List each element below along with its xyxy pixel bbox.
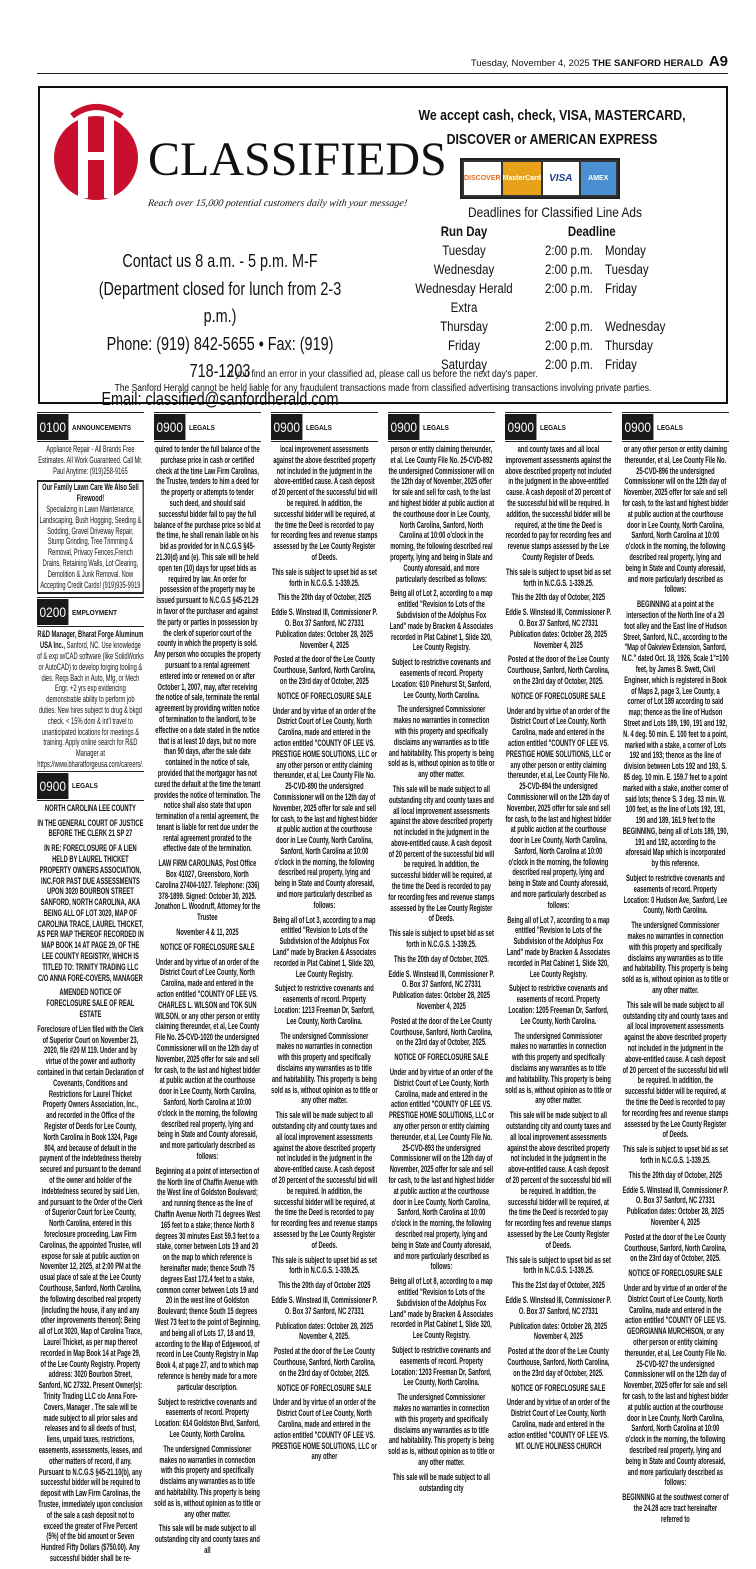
legal-paragraph: BEGINNING at the southwest corner of the 24.28 acre tract hereinafter referred to xyxy=(622,1492,729,1525)
masthead xyxy=(37,52,728,74)
legal-paragraph: This sale is subject to upset bid as set forth in N.C.G.S. 1-339.25. xyxy=(271,566,377,589)
classifieds-header-box xyxy=(38,86,728,409)
legal-paragraph: NOTICE OF FORECLOSURE SALE xyxy=(277,690,372,702)
section-code: 0900 xyxy=(388,414,420,440)
run-day-header: Run Day xyxy=(440,224,488,239)
section-code: 0900 xyxy=(37,773,69,799)
deadline-day: Tuesday xyxy=(605,262,649,277)
legal-notice xyxy=(154,442,261,1557)
legal-paragraph: Eddie S. Winstead III, Commissioner P. O. Box 37 Sanford, NC 27331 xyxy=(271,1294,378,1317)
legal-paragraph: NORTH CAROLINA LEE COUNTY xyxy=(44,802,136,814)
deadline-day: Friday xyxy=(605,281,637,296)
deadline-time: 2:00 p.m. xyxy=(545,357,593,372)
legal-paragraph: Under and by virtue of an order of the District Court of Lee County, North Carolina, made and entered in the action entitled "COUNTY OF LEE VS. GEORGIANNA MURCHISON, or any other person or entity claiming thereunder, et al, Lee County File No. 25-CVD-927 the undersigned Commissioner will on the 12th day of November, 2025 offer for sale and sell for cash, to the last and highest bidder at public auction at the courthouse door in Lee County, North Carolina, Sanford, North Carolina at 10:00 o'clock in the morning, the following described real property, lying and being in State and County aforesaid, and more particularly described as follows: xyxy=(622,1282,729,1489)
legal-paragraph: Under and by virtue of an order of the District Court of Lee County, North Carolina, made and entered in the action entitled "COUNTY OF LEE VS. PRESTIGE HOME SOLUTIONS, LLC or any other person or entity claiming thereunder, et al, Lee County File No. 25-CVD-890 the undersigned Commissioner will on the 12th day of November, 2025 offer for sale and sell for cash, to the last and highest bidder at public auction at the courthouse door in Lee County, North Carolina, Sanford, North Carolina at 10:00 o'clock in the morning, the following described real property, lying and being in State and County aforesaid, and more particularly described as follows: xyxy=(271,705,378,911)
legal-paragraph: local improvement assessments against the above described property not included in the judgment in the above-entitled cause. A cash deposit of 20 percent of the successful bid will be required. In addition, the successful bidder will be required, at the time the Deed is recorded to pay for recording fees and revenue stamps assessed by the Lee County Register of Deeds. xyxy=(271,444,378,563)
lawn-care-title: Our Family Lawn Care We Also Sell Firewood! xyxy=(42,482,139,505)
section-header-legals xyxy=(154,412,261,442)
payment-line-2: DISCOVER or AMERICAN EXPRESS xyxy=(446,131,658,148)
deadline-row xyxy=(395,279,715,317)
deadlines-header-row xyxy=(395,222,715,241)
legal-paragraph: Under and by virtue of an order of the District Court of Lee County, North Carolina, made and entered in the action entitled "COUNTY OF LEE VS. PRESTIGE HOME SOLUTIONS, LLC or any other person or entity claiming thereunder, et al, Lee County File No. 25-CVD-893 the undersigned Commissioner will on the 12th day of November, 2025 offer for sale and sell for cash, to the last and highest bidder at public auction at the courthouse door in Lee County, North Carolina, Sanford, North Carolina at 10:00 o'clock in the morning, the following described real property, lying and being in State and County aforesaid, and more particularly described as follows: xyxy=(388,1067,495,1273)
disclaimer xyxy=(91,368,674,396)
legal-paragraph: This sale is subject to upset bid as set forth in N.C.G.S. 1-339.25. xyxy=(271,1254,377,1277)
legal-paragraph: NOTICE OF FORECLOSURE SALE xyxy=(277,1382,372,1394)
legal-paragraph: NOTICE OF FORECLOSURE SALE xyxy=(394,1052,489,1064)
deadline-row xyxy=(395,241,715,260)
legal-paragraph: Publication dates: October 28, 2025 November 4, 2025 xyxy=(509,1320,608,1343)
section-header-legals xyxy=(37,771,144,801)
section-header-announcements xyxy=(37,412,144,442)
column-3 xyxy=(271,412,378,1467)
legal-paragraph: AMENDED NOTICE OF FORECLOSURE SALE OF REAL ESTATE xyxy=(46,987,135,1021)
tagline: Reach over 15,000 potential customers daily with your message! xyxy=(147,198,408,209)
legal-paragraph: Subject to restrictive covenants and easements of record. Property Location: 1205 Freeman Dr, Sanford, Lee County, North Carolina. xyxy=(508,983,609,1027)
legal-paragraph: Eddie S. Winstead III, Commissioner P. O. Box 37 Sanford, NC 27331 Publication dates: October 28, 2025 November 4, 2025 xyxy=(505,607,612,651)
contact-email: Email: classified@sanfordherald.com xyxy=(101,388,339,409)
legal-paragraph: Under and by virtue of an order of the District Court of Lee County, North Carolina, made and entered in the action entitled "COUNTY OF LEE VS. CHARLES L. WILSON and TOK SUN WILSON, or any other person or entity claiming thereunder, et al, Lee County File No. 25-CVD-1020 the undersigned Commissioner will on the 12th day of November, 2025 offer for sale and sell for cash, to the last and highest bidder at public auction at the courthouse door in Lee County, North Carolina, Sanford, North Carolina at 10:00 o'clock in the morning, the following described real property, lying and being in State and County aforesaid, and more particularly described as follows: xyxy=(154,956,261,1162)
deadline-row xyxy=(395,260,715,279)
legal-paragraph: Posted at the door of the Lee County Courthouse, Sanford, North Carolina, on the 23rd day of October, 2025. xyxy=(507,1346,610,1379)
section-code: 0200 xyxy=(37,599,69,625)
amex-card-icon: AMEX xyxy=(581,162,616,195)
legal-paragraph: This the 20th day of October, 2025. xyxy=(393,953,489,965)
section-title: LEGALS xyxy=(423,422,450,432)
run-day: Saturday xyxy=(441,357,487,372)
legal-paragraph: IN RE: FORECLOSURE OF A LIEN HELD BY LAUREL THICKET PROPERTY OWNERS ASSOCIATION, INC.FOR PAST DUE ASSESSMENTS UPON 3020 BOURBON STREET SANFORD, NORTH CAROLINA, AKA BEING ALL OF LOT 3020, MAP OF CAROLINA TRACE, LAUREL THICKET, AS PER MAP THEREOF RECORDED IN MAP BOOK 14 AT PAGE 29, OF THE LEE COUNTY REGISTRY, WHICH IS TITLED TO: TRINITY TRADING LLC C/O ANNA FORE-COVERS, MANAGER xyxy=(37,843,144,984)
deadline-time: 2:00 p.m. xyxy=(545,281,593,296)
deadline-time: 2:00 p.m. xyxy=(545,243,593,258)
legal-paragraph: This sale is subject to upset bid as set forth in N.C.G.S. 1-339.25. xyxy=(622,1144,728,1166)
section-code: 0900 xyxy=(271,414,303,440)
job-body: Sanford, NC. Use knowledge of & exp w/CAD software (like SolidWorks or AutoCAD) to develop forging tooling & dies. Reqs Bach in Auto, Mfg, or Mech Engr. +2 yrs exp evidencing demonstrable ability to perform job duties. New hires subject to drug & bkgd check. < 15% dom & int'l travel to unanticipated locations for meetings & training. Apply online search for R&D Manager at xyxy=(37,640,144,760)
deadline-day: Monday xyxy=(605,243,646,258)
column-2 xyxy=(154,412,261,1561)
legal-paragraph: Beginning at a point of intersection of the North line of Chaffin Avenue with the West line of Goldston Boulevard; and running thence as the line of Chaffin Avenue North 71 degrees West 165 feet to a stake; thence North 8 degrees 30 minutes East 59.3 feet to a stake, corner between Lots 19 and 20 on the map to which reference is hereinafter made; thence South 75 degrees East 172.4 feet to a stake, common corner between Lots 19 and 20 in the west line of Goldston Boulevard; thence South 15 degrees West 73 feet to the point of Beginning, and being all of Lots 17, 18 and 19, according to the Map of Edgewood, of record in Lee County Registry in Map Book 4, at page 27, and to which map reference is hereby made for a more particular description. xyxy=(154,1165,261,1393)
section-title: ANNOUNCEMENTS xyxy=(72,422,132,432)
legal-paragraph: The undersigned Commissioner makes no warranties in connection with this property and specifically disclaims any warranties as to title and habitability. This property is being sold as is, without opinion as to title or any other matter. xyxy=(388,1392,495,1468)
deadlines-title: Deadlines for Classified Line Ads xyxy=(468,204,642,220)
job-title: R&D Manager, Bharat Forge Aluminum USA Inc., xyxy=(37,629,144,652)
legal-paragraph: Foreclosure of Lien filed with the Clerk of Superior Court on November 23, 2020, file #20 M 119. Under and by virtue of the power and authority contained in that certain Declaration of Covenants, Conditions and Restrictions for Laurel Thicket Property Owners Association, Inc., and recorded in the Office of the Register of Deeds for Lee County, North Carolina in Book 1324, Page 804, and because of default in the payment of the indebtedness thereby secured and pursuant to the demand of the owner and holder of the indebtedness secured by said Lien, and pursuant to the Order of the Clerk of Superior Court for Lee County, North Carolina, entered in this foreclosure proceeding, Law Firm Carolinas, the appointed Trustee, will expose for sale at public auction on November 12, 2025, at 2:00 PM at the usual place of sale at the Lee County Courthouse, Sanford, North Carolina, the following described real property (including the house, if any and any other improvements thereon): Being all of Lot 3020, Map of Carolina Trace, Laurel Thicket, as per map thereof recorded in Map Book 14 at Page 29, of the Lee County Registry. Property address: 3020 Bourbon Street, Sanford, NC 27332. Present Owner(s): Trinity Trading LLC c/o Anna Fore-Covers, Manager . The sale will be made subject to all prior sales and releases and to all deeds of trust, liens, unpaid taxes, restrictions, easements, assessments, leases, and other matters of record, if any. Pursuant to N.C.G.S §45-21.10(b), any successful bidder will be required to deposit with Law Firm Carolinas, the Trustee, immediately upon conclusion of the sale a cash deposit not to exceed the greater of Five Percent (5%) of the bid amount or Seven Hundred Fifty Dollars ($750.00). Any successful bidder shall be re- xyxy=(37,1023,144,1564)
legal-paragraph: This sale is subject to upset bid as set forth in N.C.G.S. 1-339.25. xyxy=(388,928,494,951)
legal-paragraph: This sale will be made subject to all outstanding city and county taxes and all local improvement assessments against the above described property not included in the judgment in the above-entitled cause. A cash deposit of 20 percent of the successful bid will be required. In addition, the successful bidder will be required, at the time the Deed is recorded to pay for recording fees and revenue stamps assessed by the Lee County Register of Deeds. xyxy=(622,999,729,1141)
herald-logo-icon xyxy=(52,96,140,216)
legal-paragraph: The undersigned Commissioner makes no warranties in connection with this property and specifically disclaims any warranties as to title and habitability. This property is being sold as is, without opinion as to title or any other matter. xyxy=(154,1443,261,1520)
error-note: If you find an error in your classified ad, please call us before the next day's paper. xyxy=(228,369,538,380)
legal-paragraph: Publication dates: October 28, 2025 November 4, 2025. xyxy=(275,1320,374,1343)
deadline-day: Friday xyxy=(605,357,637,372)
legal-paragraph: NOTICE OF FORECLOSURE SALE xyxy=(160,941,255,953)
legal-paragraph: This sale will be made subject to all outstanding city xyxy=(392,1471,491,1494)
contact-phone: Phone: (919) 842-5655 • Fax: (919) 718-1203 xyxy=(106,333,334,381)
section-header-legals xyxy=(388,412,495,442)
section-title: EMPLOYMENT xyxy=(72,607,118,617)
column-4 xyxy=(388,412,495,1498)
legal-paragraph: NOTICE OF FORECLOSURE SALE xyxy=(511,1382,606,1394)
legal-paragraph: The undersigned Commissioner makes no warranties in connection with this property and specifically disclaims any warranties as to title and habitability. This property is being sold as is, without opinion as to title or any other matter. xyxy=(622,920,729,997)
legal-paragraph: This the 20th day of October 2025 xyxy=(278,1280,371,1292)
legal-paragraph: Posted at the door of the Lee County Courthouse, Sanford, North Carolina, on the 23rd day of October, 2025. xyxy=(390,1015,493,1049)
legal-paragraph: quired to tender the full balance of the purchase price in cash or certified check at the time Law Firm Carolinas, the Trustee, tenders to him a deed for the property or attempts to tender such deed, and should said successful bidder fail to pay the full balance of the purchase price so bid at the time, he shall remain liable on his bid as provided for in N.C.G.S §45-21.30(d) and (e). This sale will be held open ten (10) days for upset bids as required by law. An order for possession of the property may be issued pursuant to N.C.G.S §45-21.29 in favor of the purchaser and against the party or parties in possession by the clerk of superior court of the county in which the property is sold. Any person who occupies the property pursuant to a rental agreement entered into or renewed on or after October 1, 2007, may, after receiving the notice of sale, terminate the rental agreement by providing written notice of termination to the landlord, to be effective on a date stated in the notice that is at least 10 days, but no more than 90 days, after the sale date contained in the notice of sale, provided that the mortgagor has not cured the default at the time the tenant provides the notice of termination. The notice shall also state that upon termination of a rental agreement, the tenant is liable for rent due under the rental agreement prorated to the effective date of the termination. xyxy=(154,444,261,855)
section-title: LEGALS xyxy=(657,422,684,432)
section-title: LEGALS xyxy=(72,781,99,791)
legal-paragraph: Posted at the door of the Lee County Courthouse, Sanford, North Carolina, on the 23rd day of October, 2025. xyxy=(273,1346,376,1379)
legal-paragraph: Eddie S. Winstead III, Commissioner P. O. Box 37 Sanford, NC 27331 Publication dates: October 28, 2025 November 4, 2025 xyxy=(622,1184,729,1228)
deadline-time: 2:00 p.m. xyxy=(545,338,593,353)
section-title: LEGALS xyxy=(306,422,333,432)
legal-paragraph: This the 20th day of October, 2025 xyxy=(277,592,372,604)
section-code: 0100 xyxy=(37,414,69,440)
deadline-day: Wednesday xyxy=(605,319,666,334)
run-day: Wednesday Herald Extra xyxy=(415,281,513,315)
legal-paragraph: Eddie S. Winstead III, Commissioner P. O. Box 37 Sanford, NC 27331 xyxy=(505,1294,612,1317)
legal-paragraph: Being all of Lot 8, according to a map entitled "Revision to Lots of the Subdivision of the Adolphus Fox Land" made by Bracken & Associates recorded in Plat Cabinet 1, Slide 320, Lee County Registry. xyxy=(389,1276,494,1342)
legal-notice xyxy=(622,442,729,1526)
legal-paragraph: NOTICE OF FORECLOSURE SALE xyxy=(628,1268,723,1280)
legal-paragraph: The undersigned Commissioner makes no warranties in connection with this property and specifically disclaims any warranties as to title and habitability. This property is being sold as is, without opinion as to title or any other matter. xyxy=(505,1030,612,1107)
legal-notice xyxy=(271,442,378,1463)
page-number: A9 xyxy=(708,53,728,70)
legal-paragraph: This sale is subject to upset bid as set forth in N.C.G.S. 1-339.25. xyxy=(505,566,611,589)
column-6 xyxy=(622,412,729,1530)
deadline-row xyxy=(395,317,715,336)
run-day: Thursday xyxy=(440,319,488,334)
legal-paragraph: Being all of Lot 2, according to a map entitled "Revision to Lots of the Subdivision of the Adolphus Fox Land" made by Bracken & Associates recorded in Plat Cabinet 1, Slide 320, Lee County Registry. xyxy=(389,588,494,654)
classifieds-brand: CLASSIFIEDS xyxy=(148,133,447,186)
legal-paragraph: Eddie S. Winstead III, Commissioner P. O. Box 37 Sanford, NC 27331 Publication dates: October 28, 2025 November 4, 2025 xyxy=(388,968,495,1013)
payment-accepted xyxy=(396,104,708,152)
legal-notice xyxy=(388,442,495,1494)
legal-paragraph: This the 20th day of October, 2025 xyxy=(511,592,606,604)
job-ad xyxy=(37,627,144,770)
section-header-legals xyxy=(271,412,378,442)
legal-paragraph: Under and by virtue of an order of the District Court of Lee County, North Carolina, made and entered in the action entitled "COUNTY OF LEE VS. PRESTIGE HOME SOLUTIONS, LLC or any other person or entity claiming thereunder, et al, Lee County File No. 25-CVD-894 the undersigned Commissioner will on the 12th day of November, 2025 offer for sale and sell for cash, to the last and highest bidder at public auction at the courthouse door in Lee County, North Carolina, Sanford, North Carolina at 10:00 o'clock in the morning, the following described real property, lying and being in State and County aforesaid, and more particularly described as follows: xyxy=(505,705,612,911)
legal-paragraph: This the 21st day of October, 2025 xyxy=(511,1280,605,1292)
discover-card-icon: DISCOVER xyxy=(464,162,501,195)
legal-paragraph: Under and by virtue of an order of the District Court of Lee County, North Carolina, made and entered in the action entitled "COUNTY OF LEE VS. PRESTIGE HOME SOLUTIONS, LLC or any other xyxy=(271,1397,377,1463)
run-day: Wednesday xyxy=(433,262,495,277)
legal-paragraph: This sale will be made subject to all outstanding city and county taxes and all local improvement assessments against the above described property not included in the judgment in the above-entitled cause. A cash deposit of 20 percent of the successful bid will be required. In addition, the successful bidder will be required, at the time the Deed is recorded to pay for recording fees and revenue stamps assessed by the Lee County Register of Deeds. xyxy=(271,1110,378,1251)
legal-paragraph: This sale is subject to upset bid as set forth in N.C.G.S. 1-339.25. xyxy=(505,1254,611,1277)
deadline-row xyxy=(395,336,715,355)
legal-paragraph: This sale will be made subject to all outstanding city and county taxes and all local improvement assessments against the above described property not included in the judgment in the above-entitled cause. A cash deposit of 20 percent of the successful bid will be required. In addition, the successful bidder will be required, at the time the Deed is recorded to pay for recording fees and revenue stamps assessed by the Lee County Register of Deeds. xyxy=(505,1110,612,1251)
column-5 xyxy=(505,412,612,1456)
visa-card-icon: VISA xyxy=(543,162,578,195)
contact-lunch: (Department closed for lunch from 2-3 p.m.) xyxy=(98,278,342,326)
legal-paragraph: Posted at the door of the Lee County Courthouse, Sanford, North Carolina, on the 23rd day of October, 2025. xyxy=(624,1231,727,1265)
deadline-time: 2:00 p.m. xyxy=(545,262,593,277)
legal-paragraph: and county taxes and all local improvement assessments against the above described property not included in the judgment in the above-entitled cause. A cash deposit of 20 percent of the successful bid will be required. In addition, the successful bidder will be required, at the time the Deed is recorded to pay for recording fees and revenue stamps assessed by the Lee County Register of Deeds. xyxy=(505,444,612,563)
legal-paragraph: Subject to restrictive covenants and easements of record. Property Location: 0 Hudson Ave, Sanford, Lee County, North Carolina. xyxy=(623,873,728,917)
deadline-header: Deadline xyxy=(567,224,616,239)
section-code: 0900 xyxy=(622,414,654,440)
legal-notice xyxy=(505,442,612,1452)
legal-paragraph: Being all of Lot 7, according to a map entitled "Revision to Lots of the Subdivision of the Adolphus Fox Land" made by Bracken & Associates recorded in Plat Cabinet 1, Slide 320, Lee County Registry. xyxy=(506,914,611,980)
section-code: 0900 xyxy=(505,414,537,440)
payment-line-1: We accept cash, check, VISA, MASTERCARD, xyxy=(418,107,686,124)
legal-paragraph: Subject to restrictive covenants and easements of record. Property Location: 1213 Freeman Dr, Sanford, Lee County, North Carolina. xyxy=(274,983,375,1027)
deadline-day: Thursday xyxy=(605,338,653,353)
legal-paragraph: This sale will be made subject to all outstanding city and county taxes and all xyxy=(154,1523,260,1556)
section-header-legals xyxy=(505,412,612,442)
legal-paragraph: NOTICE OF FORECLOSURE SALE xyxy=(511,690,606,702)
legal-paragraph: This the 20th day of October, 2025 xyxy=(628,1169,723,1181)
section-code: 0900 xyxy=(154,414,186,440)
run-day: Friday xyxy=(448,338,480,353)
section-header-employment xyxy=(37,597,144,627)
legal-paragraph: Eddie S. Winstead III, Commissioner P. O. Box 37 Sanford, NC 27331 Publication dates: October 28, 2025 November 4, 2025 xyxy=(271,607,378,651)
legal-paragraph: person or entity claiming thereunder, et al. Lee County File No. 25-CVD-892 the undersigned Commissioner will on the 12th day of November, 2025 offer for sale and sell for cash, to the last and highest bidder at public auction at the courthouse door in Lee County, North Carolina, Sanford, North Carolina at 10:00 o'clock in the morning, the following described real property, lying and being in State and County aforesaid, and more particularly described as follows: xyxy=(388,444,495,585)
legal-paragraph: The undersigned Commissioner makes no warranties in connection with this property and specifically disclaims any warranties as to title and habitability. This property is being sold as is, without opinion as to title or any other matter. xyxy=(388,704,495,781)
deadlines-table xyxy=(395,222,715,374)
mastercard-icon: MasterCard xyxy=(503,162,542,195)
liability-note: The Sanford Herald cannot be held liable for any fraudulent transactions made from classified advertising transactions involving private parties. xyxy=(114,383,652,394)
legal-paragraph: IN THE GENERAL COURT OF JUSTICE BEFORE THE CLERK 21 SP 27 xyxy=(37,817,144,840)
legal-notice xyxy=(37,801,144,1565)
lawn-care-ad xyxy=(37,480,144,594)
lawn-care-body: Specializing in Lawn Maintenance, Landscaping, Bush Hogging, Seeding & Sodding, Gravel Driveway Repair, Stump Grinding, Tree Trimming & Removal, Privacy Fences,French Drains, Retaining Walls, Lot Clearing, Demolition & Junk Removal. Now Accepting Credit Cards! (919)935-9919 xyxy=(39,503,142,591)
legal-paragraph: The undersigned Commissioner makes no warranties in connection with this property and specifically disclaims any warranties as to title and habitability. This property is being sold as is, without opinion as to title or any other matter. xyxy=(271,1030,378,1107)
appliance-repair-ad: Appliance Repair - All Brands Free Estimates. All Work Guaranteed. Call Mr. Paul Anytime: (919)258-9165 xyxy=(38,444,143,477)
legal-paragraph: Posted at the door of the Lee County Courthouse, Sanford, North Carolina, on the 23rd day of October, 2025. xyxy=(507,654,610,687)
legal-paragraph: Posted at the door of the Lee County Courthouse, Sanford, North Carolina, on the 23rd day of October, 2025 xyxy=(273,654,376,687)
contact-hours: Contact us 8 a.m. - 5 p.m. M-F xyxy=(122,251,318,271)
legal-paragraph: November 4 & 11, 2025 xyxy=(176,927,239,939)
legal-paragraph: Being all of Lot 3, according to a map entitled "Revision to Lots of the Subdivision of the Adolphus Fox Land" made by Bracken & Associates recorded in Plat Cabinet 1, Slide 320, Lee County Registry. xyxy=(272,914,377,980)
legal-paragraph: This sale will be made subject to all outstanding city and county taxes and all local improvement assessments against the above described property not included in the judgment in the above-entitled cause. A cash deposit of 20 percent of the successful bid will be required. In addition, the successful bidder will be required, at the time the Deed is recorded to pay for recording fees and revenue stamps assessed by the Lee County Register of Deeds. xyxy=(388,783,495,925)
legal-paragraph: Subject to restrictive covenants and easements of record. Property Location: 1203 Freeman Dr, Sanford, Lee County, North Carolina. xyxy=(391,1344,492,1389)
deadline-time: 2:00 p.m. xyxy=(545,319,593,334)
legal-paragraph: Subject to restrictive covenants and easements of record. Property Location: 610 Pinehurst St, Sanford, Lee County, North Carolina. xyxy=(391,657,491,701)
card-logos xyxy=(460,158,620,199)
publication-name: THE SANFORD HERALD xyxy=(592,58,704,69)
column-1 xyxy=(37,412,144,1569)
section-title: LEGALS xyxy=(540,422,567,432)
legal-paragraph: or any other person or entity claiming thereunder, et al, Lee County File No. 25-CVD-896 the undersigned Commissioner will on the 12th day of November, 2025 offer for sale and sell for cash, to the last and highest bidder at public auction at the courthouse door in Lee County, North Carolina, Sanford, North Carolina at 10:00 o'clock in the morning, the following described real property, lying and being in State and County aforesaid, and more particularly described as follows: xyxy=(622,444,729,596)
run-day: Tuesday xyxy=(442,243,486,258)
careers-link[interactable]: https://www.bharatforgeusa.com/careers/. xyxy=(37,758,144,770)
legal-paragraph: Subject to restrictive covenants and easements of record. Property Location: 614 Goldston Blvd, Sanford, Lee County, North Carolina. xyxy=(155,1396,260,1440)
issue-date: Tuesday, November 4, 2025 xyxy=(470,58,590,69)
legal-paragraph: BEGINNING at a point at the intersection of the North line of a 20 foot alley and the East line of Hudson Street, Sanford, N.C., according to the "Map of Oakview Extension, Sanford, N.C." dated Oct. 18, 1926, Scale 1"=100 feet, by James B. Swett, Civil Engineer, which is registered in Book of Maps 2, page 3, Lee County, a corner of Lot 189 according to said map; thence as the line of Hudson Street and Lots 189, 190, 191 and 192, N. 4 deg. 50 min. E. 100 feet to a point, marked with a stake, a corner of Lots 192 and 193; thence as the line of division between Lots 192 and 193, S. 85 deg. 10 min. E. 159.7 feet to a point marked with a stake, another corner of said lots; thence S. 3 deg. 33 min. W. 100 feet, as the line of Lots 192, 191, 190 and 189, 161.9 feet to the BEGINNING, being all of Lots 189, 190, 191 and 192, according to the aforesaid Map which is incorporated by this reference. xyxy=(622,599,729,870)
section-title: LEGALS xyxy=(189,422,216,432)
legal-paragraph: LAW FIRM CAROLINAS, Post Office Box 41027, Greensboro, North Carolina 27404-1027. Telephone: (336) 378-1899. Signed: October 30, 2025. Jonathon L. Woodruff, Attorney for the Trustee xyxy=(154,858,261,924)
section-header-legals xyxy=(622,412,729,442)
legal-paragraph: Under and by virtue of an order of the District Court of Lee County, North Carolina, made and entered in the action entitled "COUNTY OF LEE VS. MT. OLIVE HOLINESS CHURCH xyxy=(506,1397,610,1452)
